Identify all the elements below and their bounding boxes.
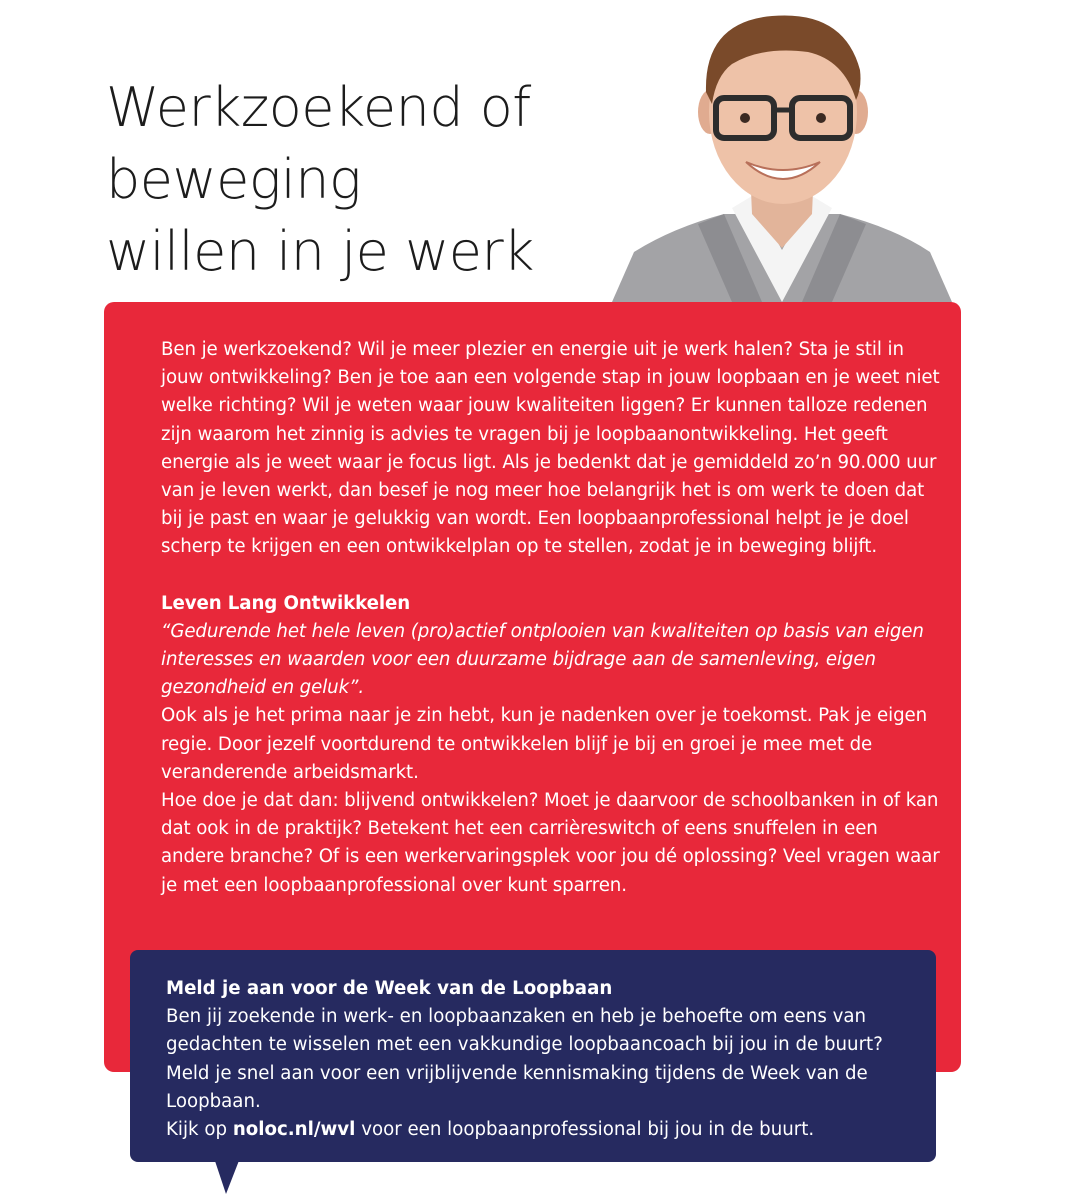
intro-paragraph: Ben je werkzoekend? Wil je meer plezier en energie uit je werk halen? Sta je stil in jouw ontwikkeling? Ben je toe aan een volgende stap in jouw loopbaan en je weet niet welke richting? Wil je weten waar jouw kwaliteiten liggen? Er kunnen talloze redenen zijn waarom het zinnig is advies te vragen bij je loopbaanontwikkeling. Het geeft energie als je weet waar je focus ligt. Als je bedenkt dat je gemiddeld zo’n 90.000 uur van je leven werkt, dan besef je nog meer hoe belangrijk het is om werk te doen dat bij je past en waar je gelukkig van wordt. Een loopbaanprofessional helpt je je doel scherp te krijgen en een ontwikkelplan op te stellen, zodat je in beweging blijft. bbox=[161, 339, 940, 558]
definition-quote: “Gedurende het hele leven (pro)actief ontplooien van kwaliteiten op basis van eigen interesses en waarden voor een duurzame bijdrage aan de samenleving, eigen gezondheid en geluk”. bbox=[161, 620, 924, 699]
intro-text-block bbox=[161, 336, 941, 900]
speech-bubble-tail bbox=[214, 1158, 240, 1194]
callout-link-line bbox=[166, 1116, 926, 1144]
callout-link-suffix: voor een loopbaanprofessional bij jou in de buurt. bbox=[355, 1119, 815, 1141]
callout-text-block bbox=[166, 975, 926, 1144]
noloc-link[interactable]: noloc.nl/wvl bbox=[232, 1119, 356, 1141]
person-portrait-icon bbox=[612, 0, 952, 302]
callout-heading: Meld je aan voor de Week van de Loopbaan bbox=[166, 978, 613, 999]
callout-body: Ben jij zoekende in werk- en loopbaanzaken en heb je behoefte om eens van gedachten te wisselen met een vakkundige loopbaancoach bij jou in de buurt? Meld je snel aan voor een vrijblijvende kennismaking tijdens de Week van de Loopbaan. bbox=[166, 1006, 883, 1112]
section-paragraph-1: Ook als je het prima naar je zin hebt, kun je nadenken over je toekomst. Pak je eigen regie. Door jezelf voortdurend te ontwikkelen blijf je bij en groei je mee met de veranderende arbeidsmarkt. bbox=[161, 705, 928, 783]
page-title bbox=[106, 72, 626, 288]
section-paragraph-2: Hoe doe je dat dan: blijvend ontwikkelen? Moet je daarvoor de schoolbanken in of kan dat ook in de praktijk? Betekent het een carrièreswitch of eens snuffelen in een andere branche? Of is een werkervaringsplek voor jou dé oplossing? Veel vragen waar je met een loopbaanprofessional over kunt sparren. bbox=[161, 790, 940, 896]
page-title-line-3: willen in je werk bbox=[106, 220, 534, 283]
section-heading: Leven Lang Ontwikkelen bbox=[161, 592, 411, 614]
page-title-line-1: Werkzoekend of bbox=[106, 76, 531, 139]
paragraph-spacer bbox=[161, 562, 941, 590]
page-title-line-2: beweging bbox=[106, 148, 361, 211]
callout-link-prefix: Kijk op bbox=[166, 1119, 233, 1141]
